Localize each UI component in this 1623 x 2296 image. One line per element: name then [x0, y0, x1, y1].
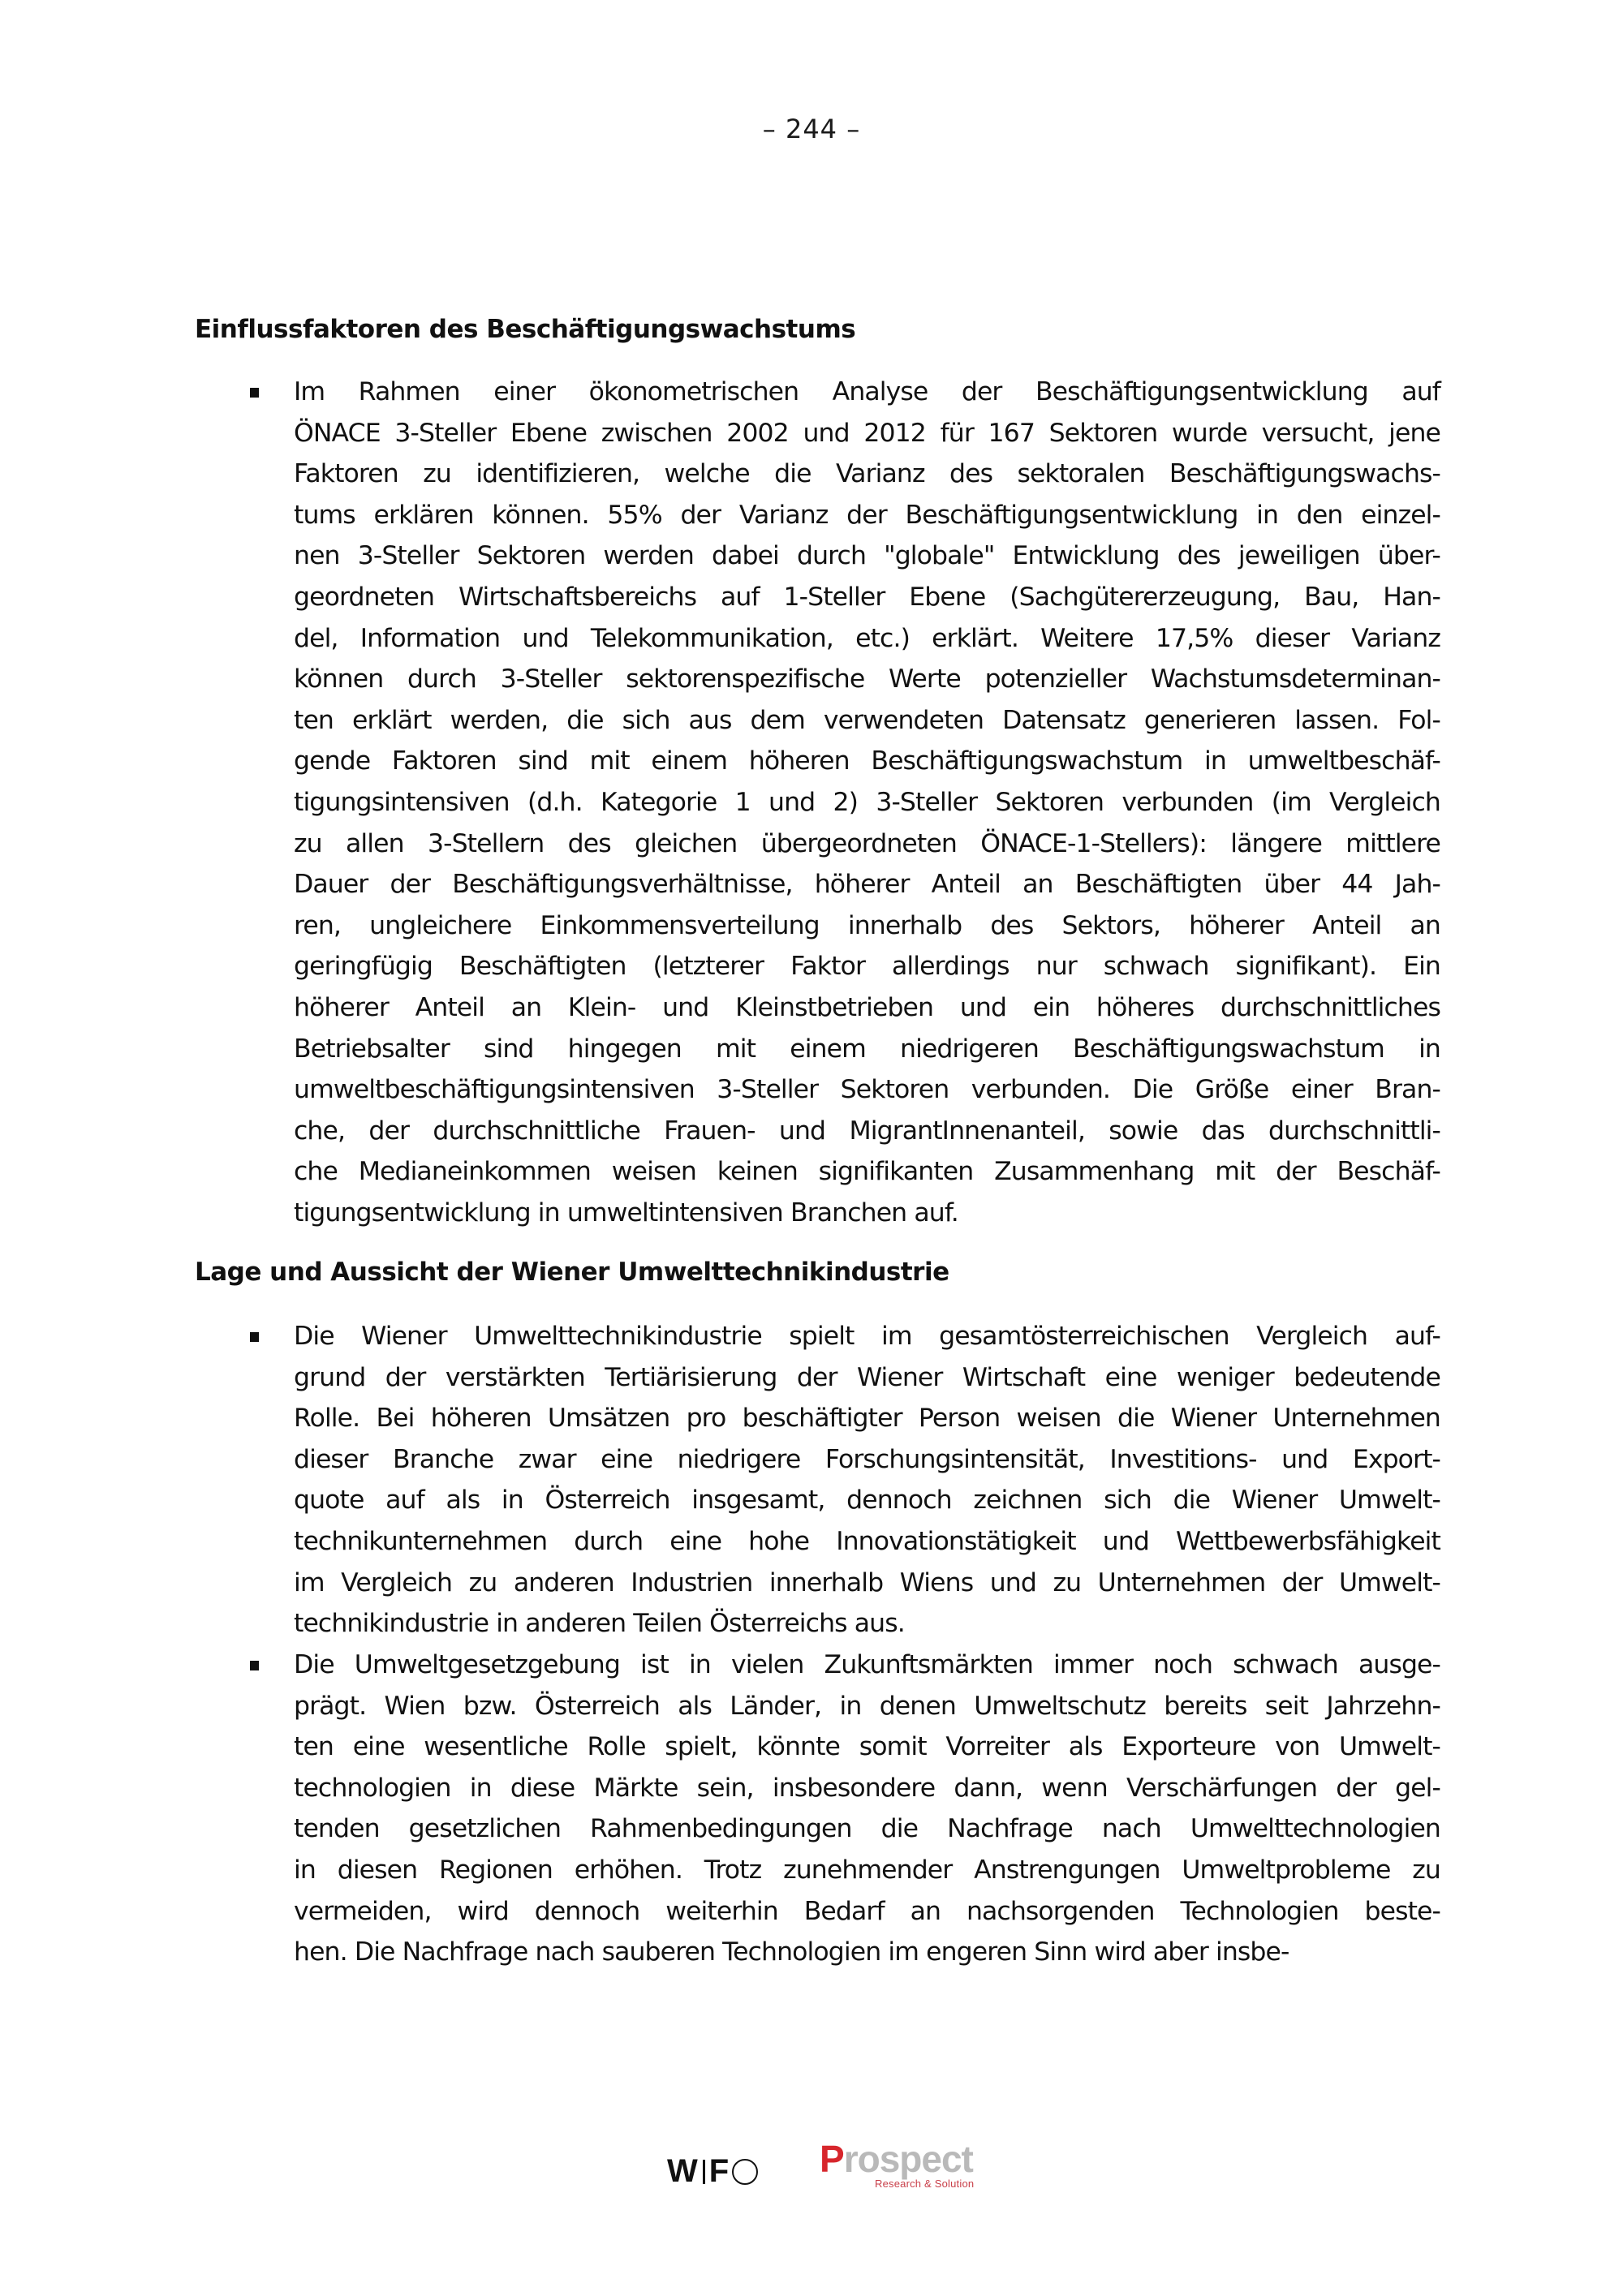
- prospect-logo-wordmark: [820, 2139, 973, 2179]
- text-line: prägt. Wien bzw. Österreich als Länder, in denen Umweltschutz bereits seit Jahrzehn-: [294, 1691, 1440, 1721]
- text-line: ten eine wesentliche Rolle spielt, könnte somit Vorreiter als Exporteure von Umwelt-: [294, 1732, 1440, 1762]
- text-line: technikindustrie in anderen Teilen Österreichs aus.: [294, 1609, 905, 1639]
- text-line: Rolle. Bei höheren Umsätzen pro beschäftigter Person weisen die Wiener Unternehmen: [294, 1404, 1440, 1434]
- text-line: ren, ungleichere Einkommensverteilung innerhalb des Sektors, höherer Anteil an: [294, 910, 1440, 940]
- text-line: tigungsentwicklung in umweltintensiven Branchen auf.: [294, 1197, 958, 1228]
- wifo-logo-bar: [703, 2160, 705, 2184]
- text-line: umweltbeschäftigungsintensiven 3-Steller Sektoren verbunden. Die Größe einer Bran-: [294, 1075, 1440, 1105]
- text-line: dieser Branche zwar eine niedrigere Forschungsintensität, Investitions- und Export-: [294, 1444, 1440, 1474]
- bullet-paragraph: [294, 372, 1440, 1233]
- text-line: im Vergleich zu anderen Industrien innerhalb Wiens und zu Unternehmen der Umwelt-: [294, 1567, 1440, 1597]
- section-heading-employment-growth-factors: Einflussfaktoren des Beschäftigungswachstums: [195, 315, 856, 344]
- text-line: Dauer der Beschäftigungsverhältnisse, höherer Anteil an Beschäftigten über 44 Jah-: [294, 870, 1440, 900]
- square-bullet-icon: [250, 388, 259, 398]
- text-line: geringfügig Beschäftigten (letzterer Faktor allerdings nur schwach signifikant). Ein: [294, 952, 1440, 982]
- section-heading-vienna-environmental-tech: Lage und Aussicht der Wiener Umwelttechnikindustrie: [195, 1258, 949, 1287]
- text-line: können durch 3-Steller sektorenspezifische Werte potenzieller Wachstumsdeterminan-: [294, 664, 1440, 694]
- text-line: höherer Anteil an Klein- und Kleinstbetrieben und ein höheres durchschnittliches: [294, 992, 1440, 1022]
- bullet-paragraph: [294, 1645, 1440, 1973]
- wifo-logo-ring-icon: [732, 2159, 758, 2185]
- text-line: quote auf als in Österreich insgesamt, dennoch zeichnen sich die Wiener Umwelt-: [294, 1486, 1440, 1516]
- wifo-logo-letter-f: F: [708, 2153, 730, 2189]
- text-line: Die Umweltgesetzgebung ist in vielen Zukunftsmärkten immer noch schwach ausge-: [294, 1650, 1440, 1679]
- text-line: vermeiden, wird dennoch weiterhin Bedarf an nachsorgenden Technologien beste-: [294, 1896, 1440, 1926]
- prospect-logo-tagline: Research & Solution: [875, 2178, 975, 2190]
- square-bullet-icon: [250, 1661, 259, 1670]
- prospect-logo-rest: rospect: [843, 2138, 973, 2180]
- text-line: in diesen Regionen erhöhen. Trotz zunehmender Anstrengungen Umweltprobleme zu: [294, 1855, 1440, 1885]
- text-line: Faktoren zu identifizieren, welche die Varianz des sektoralen Beschäftigungswachs-: [294, 459, 1440, 489]
- text-line: tums erklären können. 55% der Varianz der Beschäftigungsentwicklung in den einzel-: [294, 500, 1440, 530]
- text-line: tenden gesetzlichen Rahmenbedingungen die Nachfrage nach Umwelttechnologien: [294, 1814, 1440, 1844]
- text-line: nen 3-Steller Sektoren werden dabei durch "globale" Entwicklung des jeweiligen über-: [294, 541, 1440, 571]
- footer-logos: [0, 2132, 1623, 2197]
- text-line: che, der durchschnittliche Frauen- und MigrantInnenanteil, sowie das durchschnittli-: [294, 1116, 1440, 1146]
- text-line: technologien in diese Märkte sein, insbesondere dann, wenn Verschärfungen der gel-: [294, 1773, 1440, 1803]
- text-line: gende Faktoren sind mit einem höheren Beschäftigungswachstum in umweltbeschäf-: [294, 746, 1440, 776]
- text-line: grund der verstärkten Tertiärisierung der Wiener Wirtschaft eine weniger bedeutende: [294, 1362, 1440, 1392]
- text-line: che Medianeinkommen weisen keinen signifikanten Zusammenhang mit der Beschäf-: [294, 1157, 1440, 1187]
- wifo-logo: [667, 2153, 758, 2190]
- text-line: technikunternehmen durch eine hohe Innovationstätigkeit und Wettbewerbsfähigkeit: [294, 1526, 1440, 1556]
- prospect-logo: [820, 2139, 998, 2195]
- text-line: zu allen 3-Stellern des gleichen übergeordneten ÖNACE-1-Stellers): längere mittlere: [294, 828, 1440, 858]
- page-number: – 244 –: [762, 114, 861, 144]
- text-line: Die Wiener Umwelttechnikindustrie spielt im gesamtösterreichischen Vergleich auf-: [294, 1322, 1440, 1351]
- bullet-paragraph: [294, 1316, 1440, 1645]
- square-bullet-icon: [250, 1332, 259, 1342]
- text-line: geordneten Wirtschaftsbereichs auf 1-Steller Ebene (Sachgütererzeugung, Bau, Han-: [294, 582, 1440, 612]
- text-line: ten erklärt werden, die sich aus dem verwendeten Datensatz generieren lassen. Fol-: [294, 705, 1440, 735]
- text-line: tigungsintensiven (d.h. Kategorie 1 und 2) 3-Steller Sektoren verbunden (im Vergleich: [294, 787, 1440, 817]
- text-line: del, Information und Telekommunikation, etc.) erklärt. Weitere 17,5% dieser Varianz: [294, 623, 1440, 653]
- text-line: Im Rahmen einer ökonometrischen Analyse der Beschäftigungsentwicklung auf: [294, 377, 1440, 406]
- text-line: hen. Die Nachfrage nach sauberen Technologien im engeren Sinn wird aber insbe-: [294, 1937, 1289, 1967]
- prospect-logo-p: P: [820, 2138, 844, 2180]
- text-line: ÖNACE 3-Steller Ebene zwischen 2002 und 2012 für 167 Sektoren wurde versucht, jene: [294, 418, 1440, 448]
- wifo-logo-letter-w: W: [667, 2153, 699, 2189]
- text-line: Betriebsalter sind hingegen mit einem niedrigeren Beschäftigungswachstum in: [294, 1034, 1440, 1064]
